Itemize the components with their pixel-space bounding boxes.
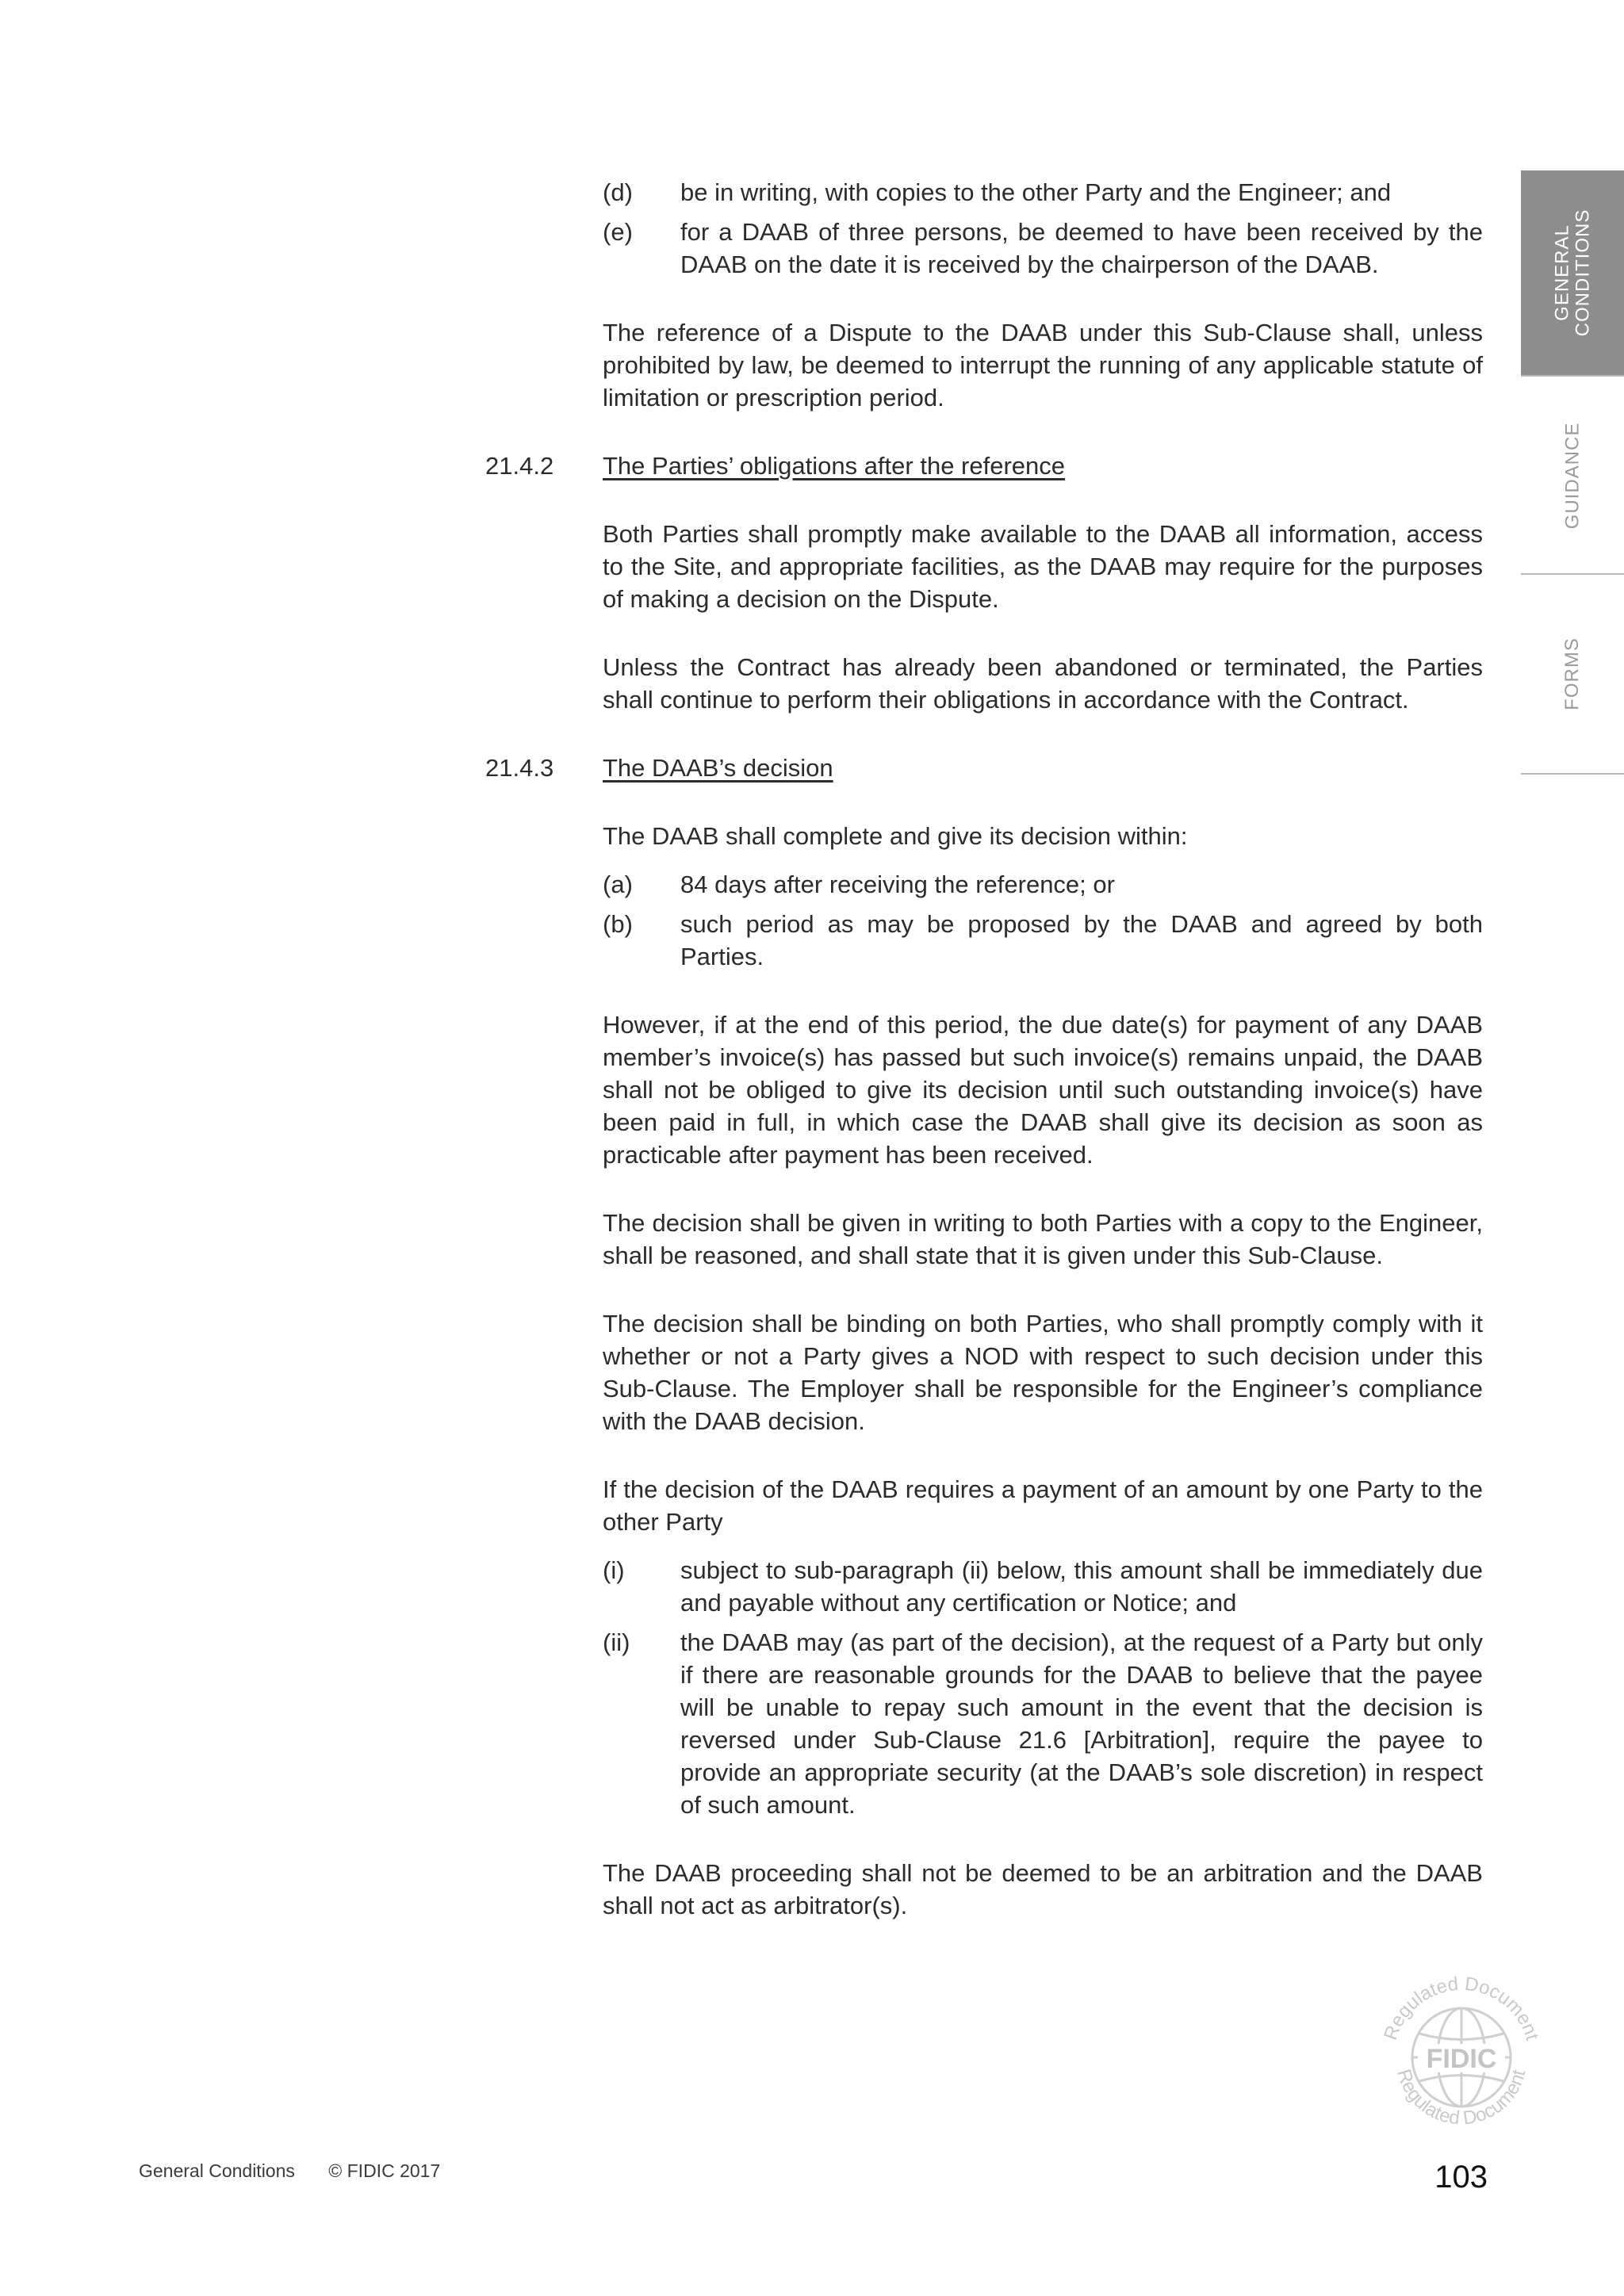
paragraph: Unless the Contract has already been abandoned or terminated, the Parties shall continue to perform their obligations in accordance with the Contract.: [603, 653, 1483, 714]
tab-guidance-label: GUIDANCE: [1561, 422, 1583, 530]
list-item: [603, 1626, 1483, 1821]
tab-general-conditions-label: GENERAL CONDITIONS: [1551, 209, 1594, 337]
list-item: [603, 1554, 1483, 1619]
list-marker: (ii): [603, 1628, 630, 1656]
list-item-text: subject to sub-paragraph (ii) below, this amount shall be immediately due and payable without any certification or Notice; and: [680, 1556, 1483, 1617]
list-roman: [603, 1554, 1483, 1821]
paragraph: The decision shall be given in writing to both Parties with a copy to the Engineer, shall be reasoned, and shall state that it is given under this Sub-Clause.: [603, 1209, 1483, 1269]
list-item-text: the DAAB may (as part of the decision), at the request of a Party but only if there are reasonable grounds for the DAAB to believe that the payee will be unable to repay such amount in the event that the decision is reversed under Sub-Clause 21.6 [Arbitration], require the payee to provide an appropriate security (at the DAAB’s sole discretion) in respect of such amount.: [680, 1628, 1483, 1819]
tab-general-conditions[interactable]: [1521, 170, 1624, 375]
list-marker: (i): [603, 1556, 625, 1584]
stamp-top-text: Regulated Document: [1380, 1973, 1543, 2043]
clause-heading-21-4-2: [485, 450, 1483, 482]
paragraph-closing: The DAAB proceeding shall not be deemed to be an arbitration and the DAAB shall not act as arbitrator(s).: [603, 1859, 1483, 1919]
list-item: [603, 868, 1483, 901]
list-marker: (e): [603, 218, 633, 246]
paragraph: The decision shall be binding on both Parties, who shall promptly comply with it whether or not a Party gives a NOD with respect to such decision under this Sub-Clause. The Employer shall be responsible for the Engineer’s compliance with the DAAB decision.: [603, 1310, 1483, 1435]
list-a-b: [603, 868, 1483, 973]
stamp-center-text: FIDIC: [1426, 2044, 1497, 2074]
main-content: [485, 176, 1483, 1957]
list-d-e: [603, 176, 1483, 281]
paragraph: The DAAB shall complete and give its decision within:: [603, 822, 1188, 850]
paragraph-reference: The reference of a Dispute to the DAAB under this Sub-Clause shall, unless prohibited by law, be deemed to interrupt the running of any applicable statute of limitation or prescription period.: [603, 319, 1483, 411]
tab-guidance[interactable]: [1521, 375, 1624, 575]
list-item: [603, 176, 1483, 209]
paragraph: If the decision of the DAAB requires a payment of an amount by one Party to the other Party: [603, 1475, 1483, 1536]
list-item: [603, 908, 1483, 973]
fidic-regulated-stamp-icon: [1370, 1966, 1553, 2149]
clause-title: The DAAB’s decision: [603, 754, 833, 782]
clause-heading-21-4-3: [485, 752, 1483, 784]
footer: [139, 2160, 440, 2182]
paragraph: However, if at the end of this period, the due date(s) for payment of any DAAB member’s invoice(s) has passed but such invoice(s) remains unpaid, the DAAB shall not be obliged to give its decision until such outstanding invoice(s) have been paid in full, in which case the DAAB shall give its decision as soon as practicable after payment has been received.: [603, 1011, 1483, 1169]
list-item-text: be in writing, with copies to the other Party and the Engineer; and: [680, 178, 1392, 206]
list-item: [603, 216, 1483, 281]
list-marker: (a): [603, 871, 633, 898]
tab-forms[interactable]: [1521, 573, 1624, 775]
clause-number: 21.4.3: [485, 754, 554, 782]
stamp-bottom-text: Regulated Document: [1392, 2066, 1530, 2130]
list-item-text: such period as may be proposed by the DAAB and agreed by both Parties.: [680, 910, 1483, 970]
list-item-text: 84 days after receiving the reference; or: [680, 871, 1115, 898]
footer-copyright: © FIDIC 2017: [328, 2160, 441, 2181]
page-number: 103: [1434, 2160, 1488, 2195]
paragraph: Both Parties shall promptly make available to the DAAB all information, access to the Site, and appropriate facilities, as the DAAB may require for the purposes of making a decision on the Dispute.: [603, 520, 1483, 613]
list-marker: (d): [603, 178, 633, 206]
footer-section: General Conditions: [139, 2160, 295, 2181]
clause-number: 21.4.2: [485, 452, 554, 480]
tab-forms-label: FORMS: [1561, 637, 1583, 710]
list-item-text: for a DAAB of three persons, be deemed to have been received by the DAAB on the date it is received by the chairperson of the DAAB.: [680, 218, 1483, 278]
list-marker: (b): [603, 910, 633, 938]
clause-title: The Parties’ obligations after the reference: [603, 452, 1066, 480]
